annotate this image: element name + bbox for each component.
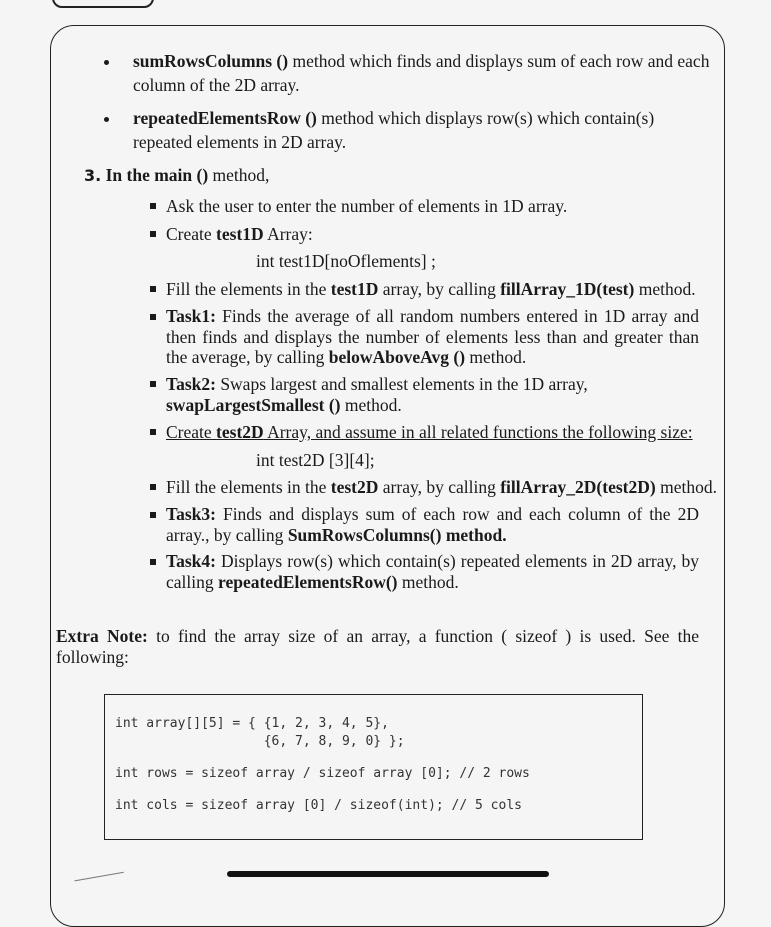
square-bullet: [150, 559, 156, 565]
square-bullet: [150, 203, 156, 209]
code-line-array-init: int array[][5] = { {1, 2, 3, 4, 5},: [115, 716, 389, 731]
square-bullet: [150, 231, 156, 237]
square-bullet: [150, 512, 156, 518]
item-task2-line2: swapLargestSmallest () method.: [166, 395, 402, 415]
item-task4: Task4: Displays row(s) which contain(s) repeated elements in 2D array, by calling repeatedElementsRow() method.: [166, 551, 699, 592]
square-bullet: [150, 286, 156, 292]
declaration-test2d: int test2D [3][4];: [256, 450, 375, 470]
bullet-repeatedelementsrow-line2: repeated elements in 2D array.: [133, 132, 347, 152]
square-bullet: [150, 484, 156, 490]
item-task1: Task1: Finds the average of all random numbers entered in 1D array and then finds and displays the number of elements less than and greater than the average, by calling belowAboveAvg () method.: [166, 306, 699, 367]
code-line-cols: int cols = sizeof array [0] / sizeof(int); // 5 cols: [115, 798, 522, 813]
bullet-sumrowscolumns-line2: column of the 2D array.: [133, 75, 300, 95]
declaration-test1d: int test1D[noOflements] ;: [256, 251, 436, 271]
extra-note: Extra Note: to find the array size of an array, a function ( sizeof ) is used. See the following:: [56, 626, 700, 667]
step-3-heading: 3. In the main () method,: [84, 165, 270, 185]
item-fill-test1d: Fill the elements in the test1D array, by calling fillArray_1D(test) method.: [166, 279, 696, 299]
square-bullet: [150, 429, 156, 435]
item-create-test2d: Create test2D Array, and assume in all related functions the following size:: [166, 422, 693, 442]
code-line-rows: int rows = sizeof array / sizeof array [0]; // 2 rows: [115, 766, 530, 781]
item-fill-test2d: Fill the elements in the test2D array, by calling fillArray_2D(test2D) method.: [166, 477, 717, 497]
square-bullet: [150, 381, 156, 387]
bullet-repeatedelementsrow: repeatedElementsRow () method which displays row(s) which contain(s): [133, 108, 655, 128]
square-bullet: [150, 314, 156, 320]
bullet-dot: [104, 117, 109, 122]
item-task3: Task3: Finds and displays sum of each row and each column of the 2D array., by calling SumRowsColumns() method.: [166, 504, 699, 545]
item-ask-user: Ask the user to enter the number of elements in 1D array.: [166, 196, 568, 216]
item-task2: Task2: Swaps largest and smallest elements in the 1D array,: [166, 374, 588, 394]
home-indicator-bar[interactable]: [227, 871, 549, 877]
bullet-dot: [104, 60, 109, 65]
item-create-test1d: Create test1D Array:: [166, 224, 313, 244]
code-line-array-init-cont: {6, 7, 8, 9, 0} };: [115, 734, 405, 749]
top-tab-frame: [52, 0, 154, 8]
bullet-sumrowscolumns: sumRowsColumns () method which finds and displays sum of each row and each: [133, 51, 710, 71]
